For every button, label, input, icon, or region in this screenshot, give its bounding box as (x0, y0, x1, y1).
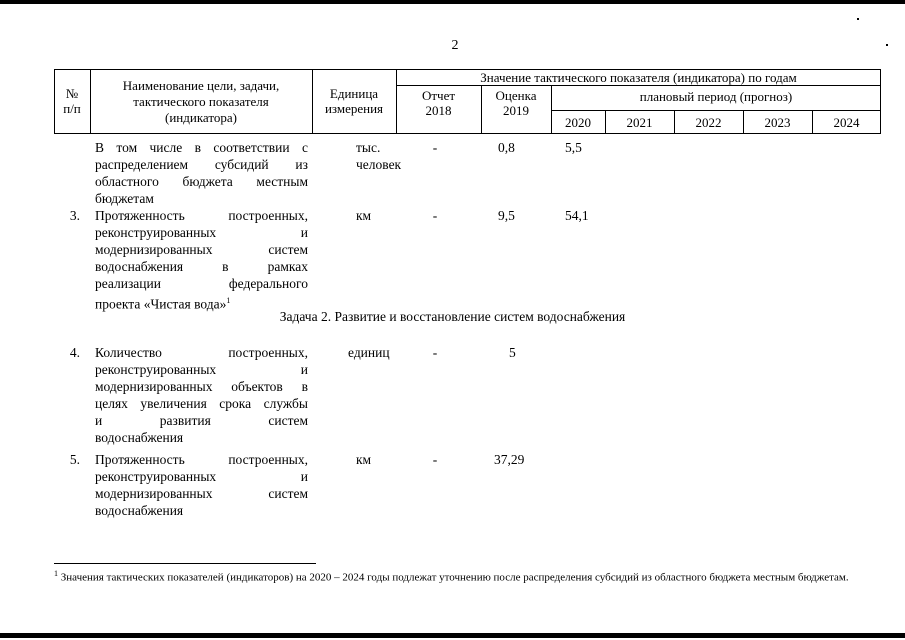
header-estimate: Оценка 2019 (495, 88, 537, 118)
header-year: 2022 (695, 115, 722, 130)
footnote (54, 567, 881, 585)
task-heading: Задача 2. Развитие и восстановление систем водоснабжения (279, 309, 626, 324)
row-name: В том числе в соответствии с распределением субсидий из областного бюджета местным бюджетам (95, 140, 308, 206)
scan-speck (857, 18, 859, 20)
row-estimate: 5 (509, 345, 516, 360)
footnote-marker: 1 (54, 569, 58, 578)
row-number: 4. (69, 345, 80, 360)
header-year: 2023 (764, 115, 791, 130)
row-report: - (432, 345, 438, 360)
header-num: № п/п (63, 86, 81, 116)
header-unit: Единица измерения (324, 86, 384, 116)
row-report: - (432, 452, 438, 467)
header-report: Отчет 2018 (421, 88, 456, 118)
header-values-group: Значение тактического показателя (индикатора) по годам (480, 70, 797, 85)
footnote-separator (54, 563, 316, 564)
row-name: Протяженность построенных, реконструированных и модернизированных систем водоснабжения (95, 452, 308, 518)
bottom-border (0, 633, 905, 638)
row-name: Количество построенных, реконструированных и модернизированных объектов в целях увеличения срока службы и развития систем водоснабжения (95, 345, 308, 445)
scan-speck (886, 44, 888, 46)
footnote-ref: 1 (226, 296, 231, 305)
row-report: - (432, 140, 438, 155)
row-unit: тыс. человек (356, 140, 402, 172)
row-estimate: 0,8 (498, 140, 515, 155)
row-estimate: 37,29 (494, 452, 525, 467)
footnote-text: Значения тактических показателей (индикаторов) на 2020 – 2024 годы подлежат уточнению после распределения субсидий из областного бюджета местным бюджетам. (60, 571, 849, 584)
row-unit: км (356, 208, 372, 223)
row-unit: единиц (348, 345, 390, 360)
header-year: 2024 (833, 115, 860, 130)
row-2020: 54,1 (565, 208, 589, 223)
row-estimate: 9,5 (498, 208, 515, 223)
row-name: Протяженность построенных, реконструированных и модернизированных систем водоснабжения в рамках реализации федерального проекта «Чистая вода»$^1$ (95, 208, 308, 312)
table-header (54, 69, 881, 134)
page-number: 2 (451, 38, 459, 53)
row-2020: 5,5 (565, 140, 582, 155)
header-name: Наименование цели, задачи, тактического показателя (индикатора) (122, 78, 280, 125)
header-year: 2021 (626, 115, 653, 130)
row-number: 3. (69, 208, 80, 223)
row-number: 5. (69, 452, 80, 467)
row-report: - (432, 208, 438, 223)
header-plan-group: плановый период (прогноз) (639, 89, 793, 104)
row-unit: км (356, 452, 372, 467)
top-border (0, 0, 905, 4)
header-year: 2020 (565, 115, 591, 130)
